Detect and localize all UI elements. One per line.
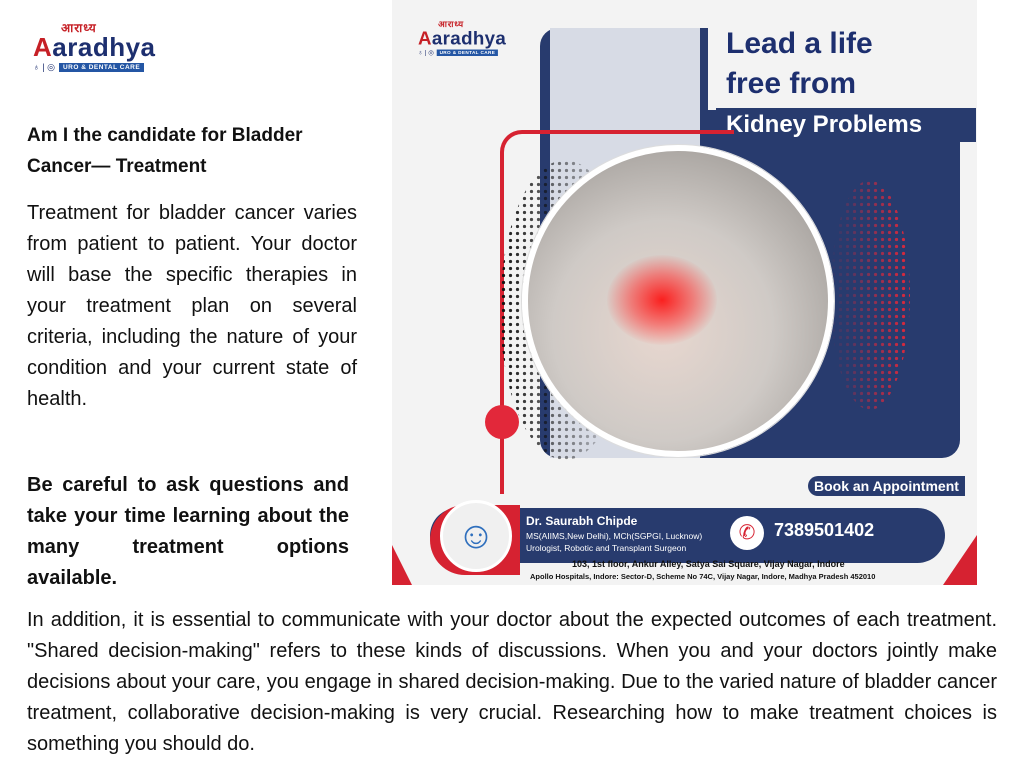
article-heading: Am I the candidate for Bladder Cancer— Treatment xyxy=(27,125,303,177)
article-callout: Be careful to ask questions and take your time learning about the many treatment options available. xyxy=(27,474,349,589)
tooth-icon: ♁ | ◎ xyxy=(33,62,55,72)
poster-dot-pattern-right xyxy=(830,180,910,410)
doctor-icon: ☺ xyxy=(456,515,496,557)
kidney-promo-poster xyxy=(392,0,977,585)
poster-logo: आराध्य Aaradhya ♁ | ◎ URO & DENTAL CARE xyxy=(418,19,507,56)
logo-tagline: URO & DENTAL CARE xyxy=(59,63,144,72)
address-line-1: 103, 1st floor, Ankur Alley, Satya Sai Square, Vijay Nagar, Indore xyxy=(572,559,845,569)
poster-highlight: Kidney Problems xyxy=(726,111,923,138)
logo-brand-text: Aaradhya xyxy=(33,32,156,62)
poster-red-circle xyxy=(485,405,519,439)
corner-accent-right xyxy=(943,535,977,585)
article-paragraph-1: Treatment for bladder cancer varies from patient to patient. Your doctor will base the specific therapies in your treatment plan on several criteria, including the nature of your condition and your current state of health. xyxy=(27,202,357,410)
doctor-credentials: MS(AIIMS,New Delhi), MCh(SGPGI, Lucknow) Urologist, Robotic and Transplant Surgeon xyxy=(526,531,703,553)
doctor-name: Dr. Saurabh Chipde xyxy=(526,514,638,528)
article-paragraph-2: In addition, it is essential to communicate with your doctor about the expected outcomes of each treatment. "Shared decision-making" refers to these kinds of discussions. When you and your doctors jointly make decisions about your care, you engage in shared decision-making. Due to the varied nature of bladder cancer treatment, collaborative decision-making is very crucial. Researching how to make treatment choices is something you should do. xyxy=(27,609,997,755)
clinic-logo xyxy=(33,22,183,73)
phone-icon: ✆ xyxy=(730,516,764,550)
address-line-2: Apollo Hospitals, Indore: Sector-D, Scheme No 74C, Vijay Nagar, Indore, Madhya Pradesh 452010 xyxy=(530,572,876,581)
corner-accent-left xyxy=(392,545,412,585)
doctor-avatar xyxy=(440,500,512,572)
tooth-icon: ♁ | ◎ xyxy=(418,48,434,56)
book-appointment-button[interactable]: Book an Appointment xyxy=(808,476,965,496)
pain-highlight xyxy=(607,255,717,345)
phone-number[interactable]: 7389501402 xyxy=(774,520,875,540)
logo-hindi-text: आराध्य xyxy=(61,21,97,35)
poster-headline: Lead a life free from xyxy=(726,27,873,100)
